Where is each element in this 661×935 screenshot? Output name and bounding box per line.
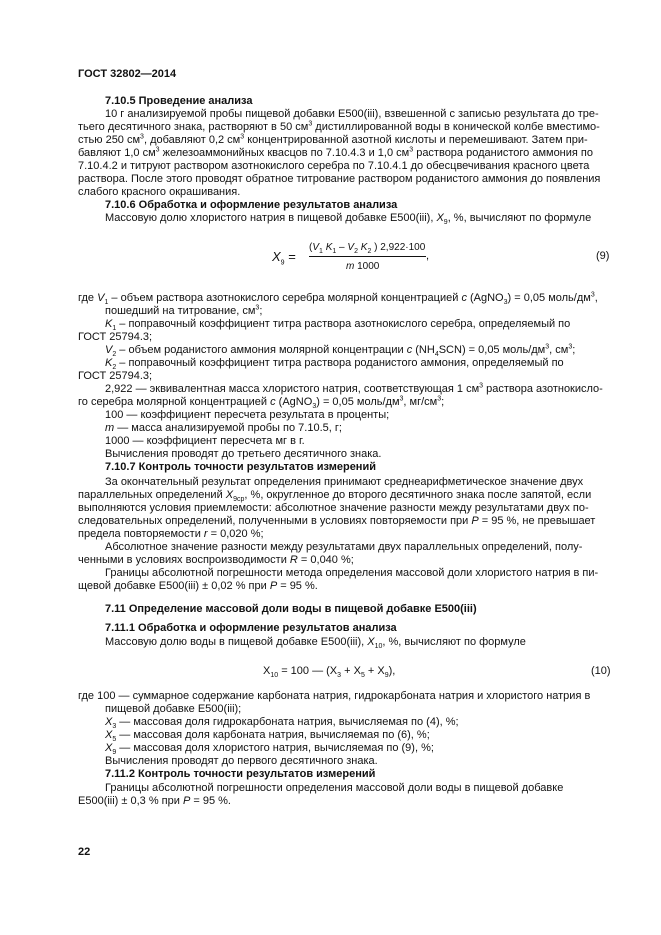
paragraph-line: $V_2$ – объем роданистого аммония молярной концентрации c $(NH_4SCN) = 0,05$ моль/$дм^3$, $см^3$; (105, 343, 576, 359)
paragraph-line: ГОСТ 25794.3; (78, 370, 153, 382)
section-7-10-6-heading: 7.10.6 Обработка и оформление результатов анализа (105, 199, 398, 211)
paragraph-line: где 100 — суммарное содержание карбоната натрия, гидрокарбоната натрия и хлористого натрия в (78, 690, 591, 702)
section-7-11-heading: 7.11 Определение массовой доли воды в пищевой добавке Е500(iii) (105, 603, 477, 615)
paragraph-line: 2,922 — эквивалентная масса хлористого натрия, соответствующая 1 $см^3$ раствора азотнокисло- (105, 382, 603, 395)
paragraph-line: 100 — коэффициент пересчета результата в проценты; (105, 409, 390, 421)
paragraph-line: Вычисления проводят до третьего десятичного знака. (105, 448, 382, 460)
document-id: ГОСТ 32802—2014 (78, 68, 177, 80)
paragraph-line: следовательных определений, полученными в условиях повторяемости при P = 95 %, не превышает (78, 515, 596, 527)
paragraph-line: предела повторяемости r = 0,020 %; (78, 528, 264, 540)
paragraph-line: стью 250 $см^3$, добавляют 0,2 $см^3$ концентрированной азотной кислоты и перемешивают. Затем при- (78, 133, 588, 146)
paragraph-line: За окончательный результат определения принимают среднеарифметическое значение двух (105, 476, 584, 488)
formula-9-numerator: ($V_1$ $K_1 - V_2$ $K_2$ ) 2,922·100 (309, 242, 426, 255)
equation-number-10: (10) (591, 665, 611, 677)
paragraph-line: Границы абсолютной погрешности определения массовой доли воды в пищевой добавке (105, 782, 564, 794)
paragraph-line: $X_3$ — массовая доля гидрокарбоната натрия, вычисляемая по (4), %; (105, 716, 459, 731)
paragraph-line: Массовую долю хлористого натрия в пищевой добавке Е500(iii), $X_9$, %, вычисляют по формуле (105, 212, 592, 227)
paragraph-line: слабого красного окрашивания. (78, 186, 241, 198)
paragraph-line: $K_2$ – поправочный коэффициент титра раствора роданистого аммония, определяемый по (105, 357, 564, 372)
paragraph-line: 7.10.4.2 и титруют раствором азотнокислого серебра по 7.10.4.1 до обесцвечивания красного цвета (78, 160, 590, 172)
formula-9-lhs: $X_9$ = (272, 249, 296, 267)
paragraph-line: раствора. После этого проводят обратное титрование раствором роданистого аммония до появления (78, 173, 601, 185)
section-7-11-1-heading: 7.11.1 Обработка и оформление результатов анализа (105, 622, 397, 634)
paragraph-line: параллельных определений $X_{9ср}$, %, округленное до второго десятичного знака после запятой, если (78, 489, 592, 504)
paragraph-line: тьего десятичного знака, растворяют в 50 $см^3$ дистиллированной воды в конической колбе вместимо- (78, 120, 600, 133)
paragraph-line: выполняются условия приемлемости: абсолютное значение разности между результатами двух по- (78, 502, 589, 514)
paragraph-line: бавляют 1,0 $см^3$ железоаммонийных квасцов по 7.10.4.3 и 1,0 $см^3$ раствора роданистого аммония по (78, 146, 593, 159)
formula-9-bar (309, 256, 426, 257)
formula-9-comma: , (426, 250, 430, 262)
paragraph-line: ченными в условиях воспроизводимости R = 0,040 %; (78, 554, 354, 566)
paragraph-line: Е500(iii) ± 0,3 % при P = 95 %. (78, 795, 231, 807)
paragraph-line: m — масса анализируемой пробы по 7.10.5, г; (105, 422, 342, 434)
section-7-11-2-heading: 7.11.2 Контроль точности результатов измерений (105, 768, 376, 780)
page-number: 22 (78, 846, 91, 858)
paragraph-line: щевой добавке Е500(iii) ± 0,02 % при P = 95 %. (78, 580, 318, 592)
paragraph-line: го серебра молярной концентрацией c (AgNO$_3$) = 0,05 моль/$дм^3$, $мг/см^3$; (78, 395, 445, 411)
paragraph-line: пошедший на титрование, $см^3$; (105, 304, 263, 317)
paragraph-line: $X_9$ — массовая доля хлористого натрия, вычисляемая по (9), %; (105, 742, 434, 757)
equation-number-9: (9) (596, 250, 610, 262)
paragraph-line: $K_1$ – поправочный коэффициент титра раствора азотнокислого серебра, определяемый по (105, 318, 571, 333)
paragraph-line: 10 г анализируемой пробы пищевой добавки Е500(iii), взвешенной с записью результата до тре- (105, 108, 599, 120)
section-7-10-5-heading: 7.10.5 Проведение анализа (105, 95, 253, 107)
paragraph-line: $X_5$ — массовая доля карбоната натрия, вычисляемая по (6), %; (105, 729, 430, 744)
formula-9-denominator: m 1000 (346, 261, 380, 272)
paragraph-line: ГОСТ 25794.3; (78, 331, 153, 343)
paragraph-line: Вычисления проводят до первого десятичного знака. (105, 755, 378, 767)
paragraph-line: пищевой добавке Е500(iii); (105, 703, 242, 715)
paragraph-line: Абсолютное значение разности между результатами двух параллельных определений, полу- (105, 541, 583, 553)
paragraph-line: где $V_1$ – объем раствора азотнокислого серебра молярной концентрацией c (AgNO$_3$) = 0,05 моль/$дм^3$, (78, 291, 598, 307)
section-7-10-7-heading: 7.10.7 Контроль точности результатов измерений (105, 461, 376, 473)
paragraph-line: Массовую долю воды в пищевой добавке Е500(iii), $X_{10}$, %, вычисляют по формуле (105, 636, 526, 651)
formula-10: $X_{10} = 100$ — $(X_3 + X_5 + X_9)$, (263, 665, 396, 680)
paragraph-line: 1000 — коэффициент пересчета мг в г. (105, 435, 305, 447)
paragraph-line: Границы абсолютной погрешности метода определения массовой доли хлористого натрия в пи- (105, 567, 599, 579)
